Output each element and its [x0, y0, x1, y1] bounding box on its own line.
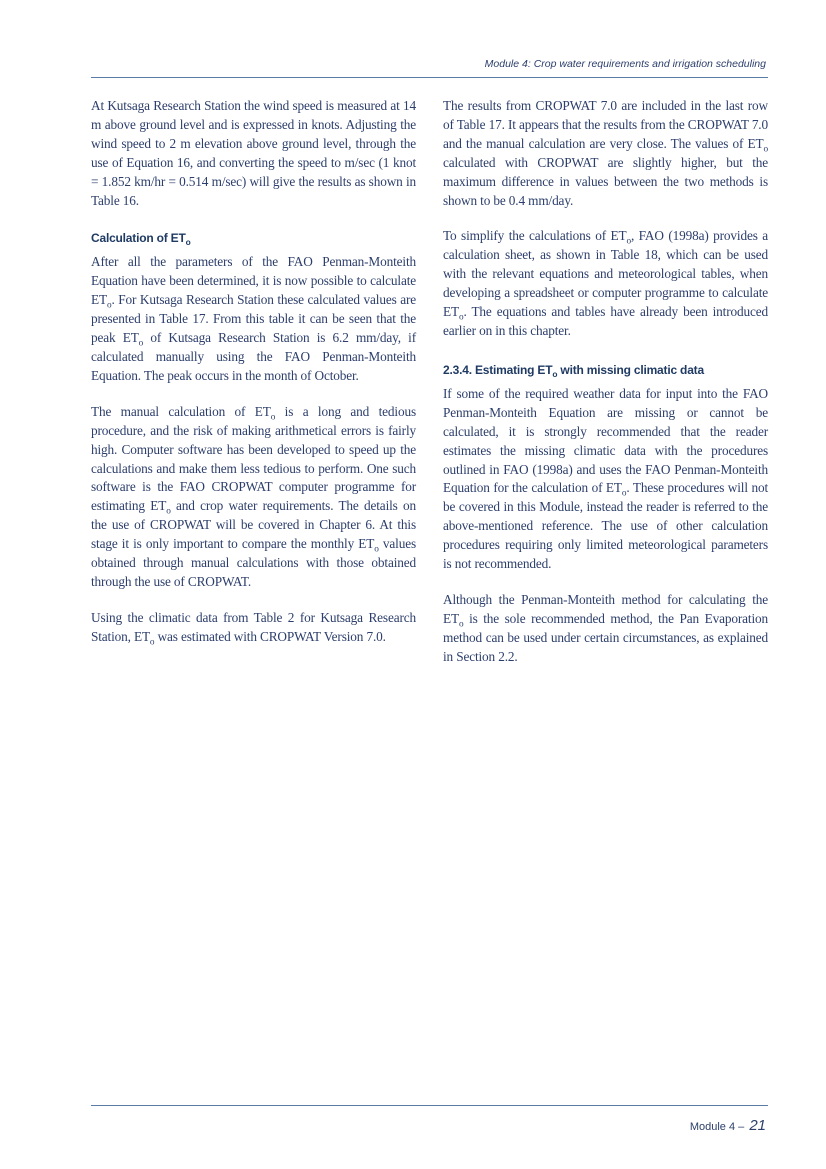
section-heading-calculation: Calculation of $ET_o$ [91, 231, 191, 248]
paragraph-wind-speed: At Kutsaga Research Station the wind speed is measured at 14 m above ground level and is expressed in knots. Adjusting the wind speed to 2 m elevation above ground level, through the use of Equation 16, and converting the speed to m/sec (1 knot = 1.852 km/hr = 0.514 m/sec) will give the results as shown in Table 16. [91, 98, 416, 208]
paragraph-parameters-determined: After all the parameters of the FAO Penman-Monteith Equation have been determined, it is now possible to calculate $ET_o$. For Kutsaga Research Station these calculated values are presented in Table 17. From this table it can be seen that the peak $ET_o$ of Kutsaga Research Station is 6.2 mm/day, if calculated manually using the FAO Penman-Monteith Equation. The peak occurs in the month of October. [91, 254, 416, 383]
paragraph-calculation-sheet: To simplify the calculations of $ET_o$, FAO (1998a) provides a calculation sheet, as shown in Table 18, which can be used with the relevant equations and meteorological tables, when developing a spreadsheet or computer programme to calculate $ET_o$. The equations and tables have already been introduced earlier on in this chapter. [443, 228, 768, 338]
paragraph-manual-calculation: The manual calculation of $ET_o$ is a long and tedious procedure, and the risk of making arithmetical errors is fairly high. Computer software has been developed to speed up the calculations and make them less tedious to perform. One such software is the FAO CROPWAT computer programme for estimating $ET_o$ and crop water requirements. The details on the use of CROPWAT will be covered in Chapter 6. At this stage it is only important to compare the monthly $ET_o$ values obtained through manual calculations with those obtained through the use of CROPWAT. [91, 403, 417, 589]
page-footer [690, 1117, 766, 1134]
running-header: Module 4: Crop water requirements and irrigation scheduling [484, 58, 766, 70]
page-number: 21 [749, 1117, 766, 1134]
paragraph-pan-evaporation: Although the Penman-Monteith method for calculating the $ET_o$ is the sole recommended method, the Pan Evaporation method can be used under certain circumstances, as explained in Section 2.2. [443, 591, 768, 664]
right-column [443, 97, 768, 684]
section-heading-missing-data: 2.3.4. Estimating $ET_o$ with missing climatic data [443, 362, 704, 379]
paragraph-missing-weather-data: If some of the required weather data for input into the FAO Penman-Monteith Equation are missing or cannot be calculated, it is strongly recommended that the reader estimates the missing climatic data with the procedures outlined in FAO (1998a) and uses the FAO Penman-Monteith Equation for the calculation of $ET_o$. These procedures will not be covered in this Module, instead the reader is referred to the above-mentioned reference. The use of other calculation procedures requiring only limited meteorological parameters is not recommended. [443, 385, 768, 572]
left-column [91, 97, 416, 664]
footer-module-label: Module 4 – [689, 1121, 745, 1133]
header-rule [91, 77, 768, 78]
paragraph-cropwat-estimate: Using the climatic data from Table 2 for Kutsaga Research Station, $ET_o$ was estimated with CROPWAT Version 7.0. [91, 609, 416, 647]
paragraph-cropwat-results: The results from CROPWAT 7.0 are included in the last row of Table 17. It appears that the results from the CROPWAT 7.0 and the manual calculation are very close. The values of $ET_o$ calculated with CROPWAT are slightly higher, but the maximum difference in values between the two methods is shown to be 0.4 mm/day. [443, 98, 768, 208]
footer-rule [91, 1105, 768, 1106]
